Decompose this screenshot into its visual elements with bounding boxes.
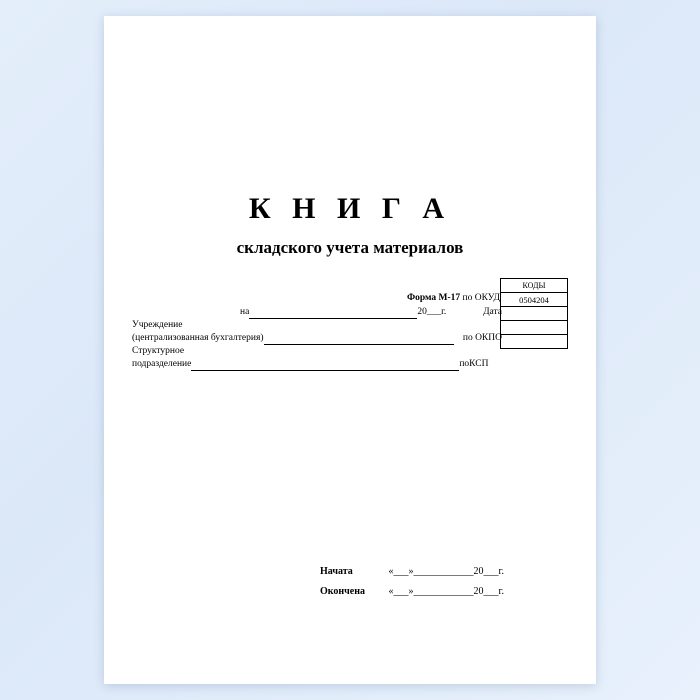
year-label: 20___г. <box>417 307 447 317</box>
okud-label: по ОКУД <box>462 293 500 303</box>
institution-label: Учреждение <box>132 320 183 330</box>
form-number-label: Форма М-17 <box>406 293 461 303</box>
codes-okud-value: 0504204 <box>501 293 568 307</box>
codes-okpo-value[interactable] <box>501 321 568 335</box>
centralized-accounting-row <box>132 332 502 345</box>
codes-header-cell: КОДЫ <box>501 279 568 293</box>
started-row <box>320 562 504 582</box>
subdivision-blank-line[interactable] <box>191 359 459 371</box>
finished-row <box>320 582 504 602</box>
codes-ksp-value[interactable] <box>501 335 568 349</box>
table-row <box>501 335 568 349</box>
institution-blank-line[interactable] <box>264 333 454 345</box>
structural-row <box>132 345 502 358</box>
okpo-label: по ОКПО <box>462 333 502 343</box>
finished-label: Окончена <box>320 586 366 597</box>
subdivision-label: подразделение <box>132 359 192 369</box>
date-row <box>132 306 502 319</box>
form-number-row <box>132 292 502 305</box>
form-meta-block <box>132 292 502 371</box>
ksp-label: поКСП <box>459 359 489 369</box>
codes-date-value[interactable] <box>501 307 568 321</box>
page-subtitle: складского учета материалов <box>236 238 464 257</box>
table-row <box>501 321 568 335</box>
document-page <box>104 16 596 684</box>
institution-row <box>132 319 502 332</box>
started-label: Начата <box>320 566 353 577</box>
table-row <box>501 307 568 321</box>
codes-table <box>500 278 568 349</box>
table-row <box>501 293 568 307</box>
na-label: на <box>240 307 250 317</box>
page-title: К Н И Г А <box>248 192 452 225</box>
finished-date-blank[interactable]: «___»____________20___г. <box>388 586 504 597</box>
date-label: Дата <box>483 307 502 317</box>
date-blank-line[interactable] <box>249 307 417 319</box>
centralized-label: (централизованная бухгалтерия) <box>132 333 264 343</box>
document-page-content <box>104 16 596 684</box>
structural-label: Структурное <box>132 346 185 356</box>
subdivision-row <box>132 358 502 371</box>
dates-block <box>320 562 504 602</box>
table-row <box>501 279 568 293</box>
started-date-blank[interactable]: «___»____________20___г. <box>388 566 504 577</box>
